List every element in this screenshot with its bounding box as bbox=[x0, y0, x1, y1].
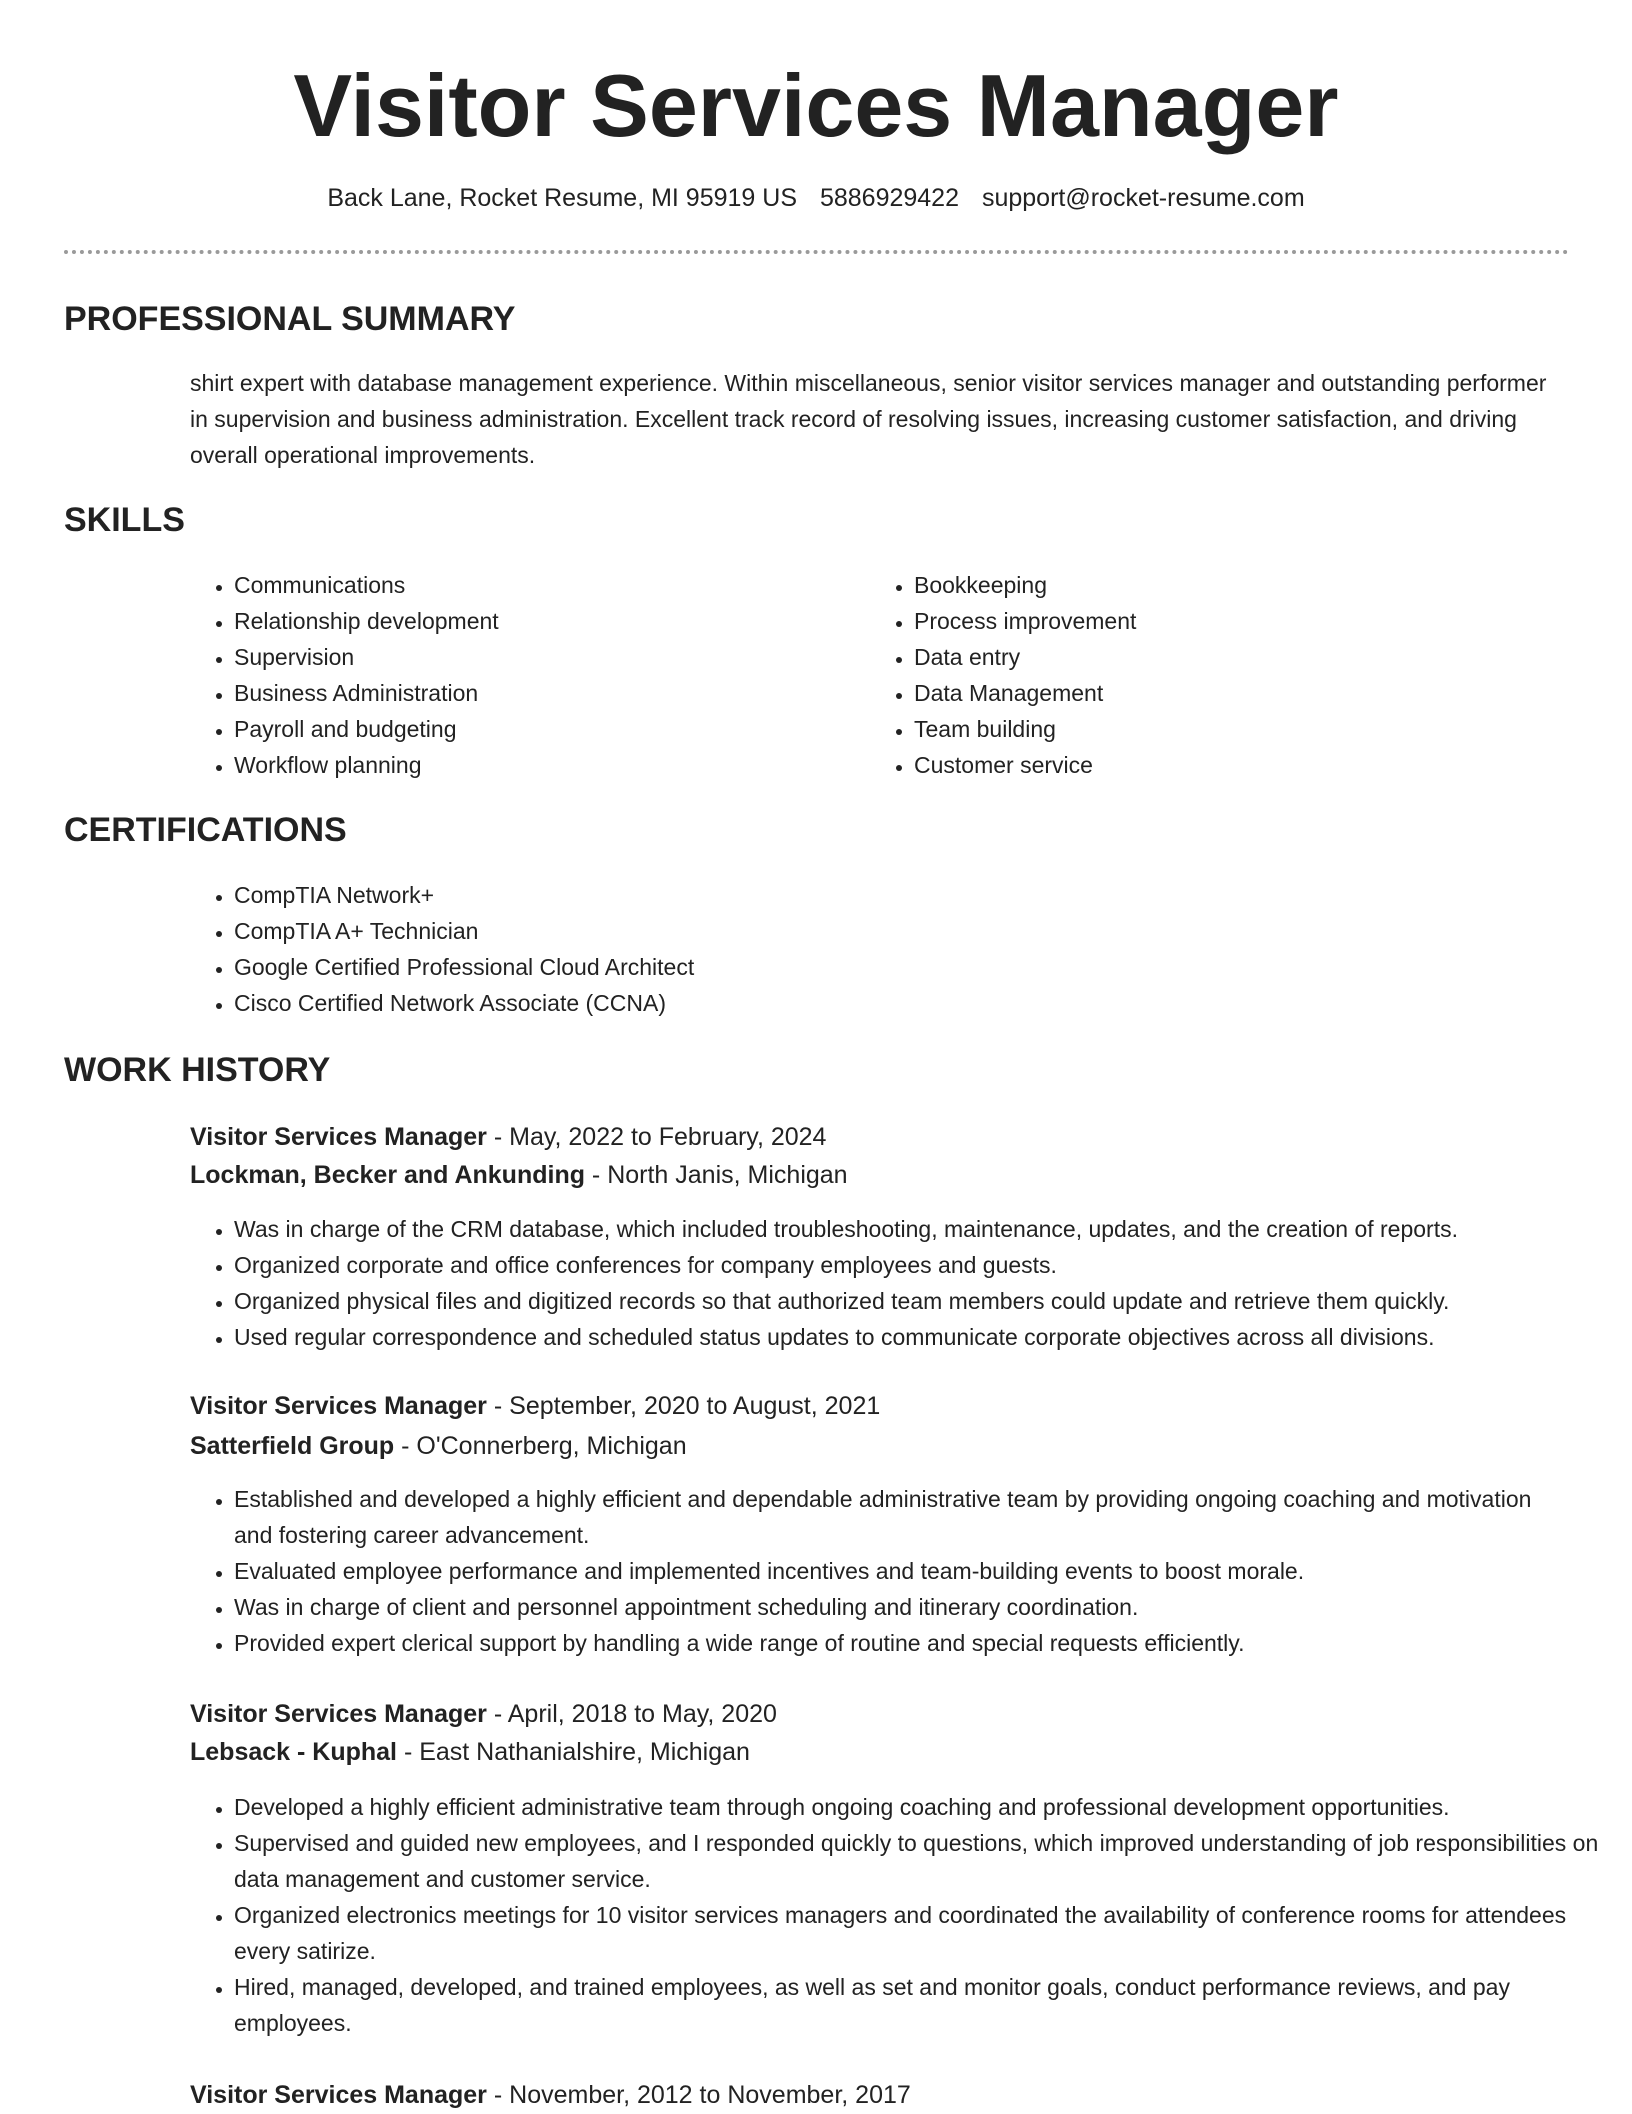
job-dates: - May, 2022 to February, 2024 bbox=[486, 1123, 827, 1151]
job-bullet: • Hired, managed, developed, and trained employees, as well as set and monitor goals, conduct performance reviews, and pay employees. bbox=[234, 1969, 1624, 2041]
job-role: Visitor Services Manager bbox=[190, 1392, 487, 1420]
skill-item: • Process improvement bbox=[914, 603, 1514, 639]
certification-item: • CompTIA A+ Technician bbox=[234, 913, 1534, 949]
job-location: - O'Connerberg, Michigan bbox=[394, 1432, 687, 1460]
skill-item: • Data Management bbox=[914, 675, 1514, 711]
contact-address: Back Lane, Rocket Resume, MI 95919 US bbox=[327, 184, 797, 212]
job-bullet: • Organized electronics meetings for 10 visitor services managers and coordinated the availability of conference rooms for attendees every satirize. bbox=[234, 1897, 1624, 1969]
job-company: Satterfield Group bbox=[190, 1432, 395, 1460]
job-bullets bbox=[190, 1481, 1574, 1661]
job-bullets bbox=[190, 1789, 1624, 2041]
job-dates: - November, 2012 to November, 2017 bbox=[486, 2081, 911, 2109]
job-company-line bbox=[190, 1427, 687, 1465]
skill-item: • Customer service bbox=[914, 747, 1514, 783]
skill-item: • Communications bbox=[234, 567, 834, 603]
job-location: - North Janis, Michigan bbox=[584, 1161, 848, 1189]
certification-item: • Google Certified Professional Cloud Architect bbox=[234, 949, 1534, 985]
skill-item: • Supervision bbox=[234, 639, 834, 675]
contact-phone: 5886929422 bbox=[819, 184, 959, 212]
job-dates: - September, 2020 to August, 2021 bbox=[486, 1392, 881, 1420]
job-bullet: • Organized physical files and digitized records so that authorized team members could update and retrieve them quickly. bbox=[234, 1283, 1624, 1319]
job-bullet: • Developed a highly efficient administrative team through ongoing coaching and professional development opportunities. bbox=[234, 1789, 1624, 1825]
job-bullets bbox=[190, 1211, 1624, 1355]
job-title-line bbox=[190, 1695, 777, 1733]
summary-text: shirt expert with database management experience. Within miscellaneous, senior visitor services manager and outstanding performer in supervision and business administration. Excellent track record of resolving issues, increasing customer satisfaction, and driving overall operational improvements. bbox=[190, 370, 1547, 468]
job-role: Visitor Services Manager bbox=[190, 1123, 487, 1151]
skills-heading: SKILLS bbox=[64, 501, 185, 539]
job-company-line bbox=[190, 1733, 750, 1771]
job-title-line bbox=[190, 2076, 911, 2114]
contact-line bbox=[0, 180, 1632, 216]
skill-item: • Business Administration bbox=[234, 675, 834, 711]
skill-item: • Payroll and budgeting bbox=[234, 711, 834, 747]
job-location: - East Nathanialshire, Michigan bbox=[397, 1738, 750, 1766]
candidate-name: Visitor Services Manager bbox=[293, 56, 1339, 155]
job-title-line bbox=[190, 1118, 826, 1156]
job-role: Visitor Services Manager bbox=[190, 2081, 487, 2109]
job-company-line bbox=[190, 1156, 848, 1194]
skill-item: • Team building bbox=[914, 711, 1514, 747]
skills-list-left bbox=[190, 567, 834, 783]
job-title-line bbox=[190, 1387, 880, 1425]
skills-list-right bbox=[870, 567, 1514, 783]
job-company: Lebsack - Kuphal bbox=[190, 1738, 397, 1766]
job-bullet: • Used regular correspondence and scheduled status updates to communicate corporate objectives across all divisions. bbox=[234, 1319, 1624, 1355]
skill-item: • Data entry bbox=[914, 639, 1514, 675]
header-divider bbox=[64, 250, 1569, 254]
certifications-heading: CERTIFICATIONS bbox=[64, 811, 347, 849]
job-bullet: • Was in charge of the CRM database, which included troubleshooting, maintenance, updates, and the creation of reports. bbox=[234, 1211, 1624, 1247]
job-bullet: • Was in charge of client and personnel appointment scheduling and itinerary coordination. bbox=[234, 1589, 1574, 1625]
job-bullet: • Established and developed a highly efficient and dependable administrative team by providing ongoing coaching and motivation and fostering career advancement. bbox=[234, 1481, 1574, 1553]
job-bullet: • Provided expert clerical support by handling a wide range of routine and special requests efficiently. bbox=[234, 1625, 1574, 1661]
skill-item: • Bookkeeping bbox=[914, 567, 1514, 603]
job-company: Lockman, Becker and Ankunding bbox=[190, 1161, 585, 1189]
job-role: Visitor Services Manager bbox=[190, 1700, 487, 1728]
job-bullet: • Evaluated employee performance and implemented incentives and team-building events to boost morale. bbox=[234, 1553, 1574, 1589]
job-bullet: • Organized corporate and office conferences for company employees and guests. bbox=[234, 1247, 1624, 1283]
work-history-heading: WORK HISTORY bbox=[64, 1051, 331, 1089]
job-bullet: • Supervised and guided new employees, and I responded quickly to questions, which improved understanding of job responsibilities on data management and customer service. bbox=[234, 1825, 1624, 1897]
summary-heading: PROFESSIONAL SUMMARY bbox=[64, 300, 516, 338]
certifications-list bbox=[190, 877, 1534, 1021]
skill-item: • Workflow planning bbox=[234, 747, 834, 783]
contact-email: support@rocket-resume.com bbox=[981, 184, 1305, 212]
certification-item: • Cisco Certified Network Associate (CCNA) bbox=[234, 985, 1534, 1021]
skill-item: • Relationship development bbox=[234, 603, 834, 639]
job-dates: - April, 2018 to May, 2020 bbox=[486, 1700, 777, 1728]
certification-item: • CompTIA Network+ bbox=[234, 877, 1534, 913]
